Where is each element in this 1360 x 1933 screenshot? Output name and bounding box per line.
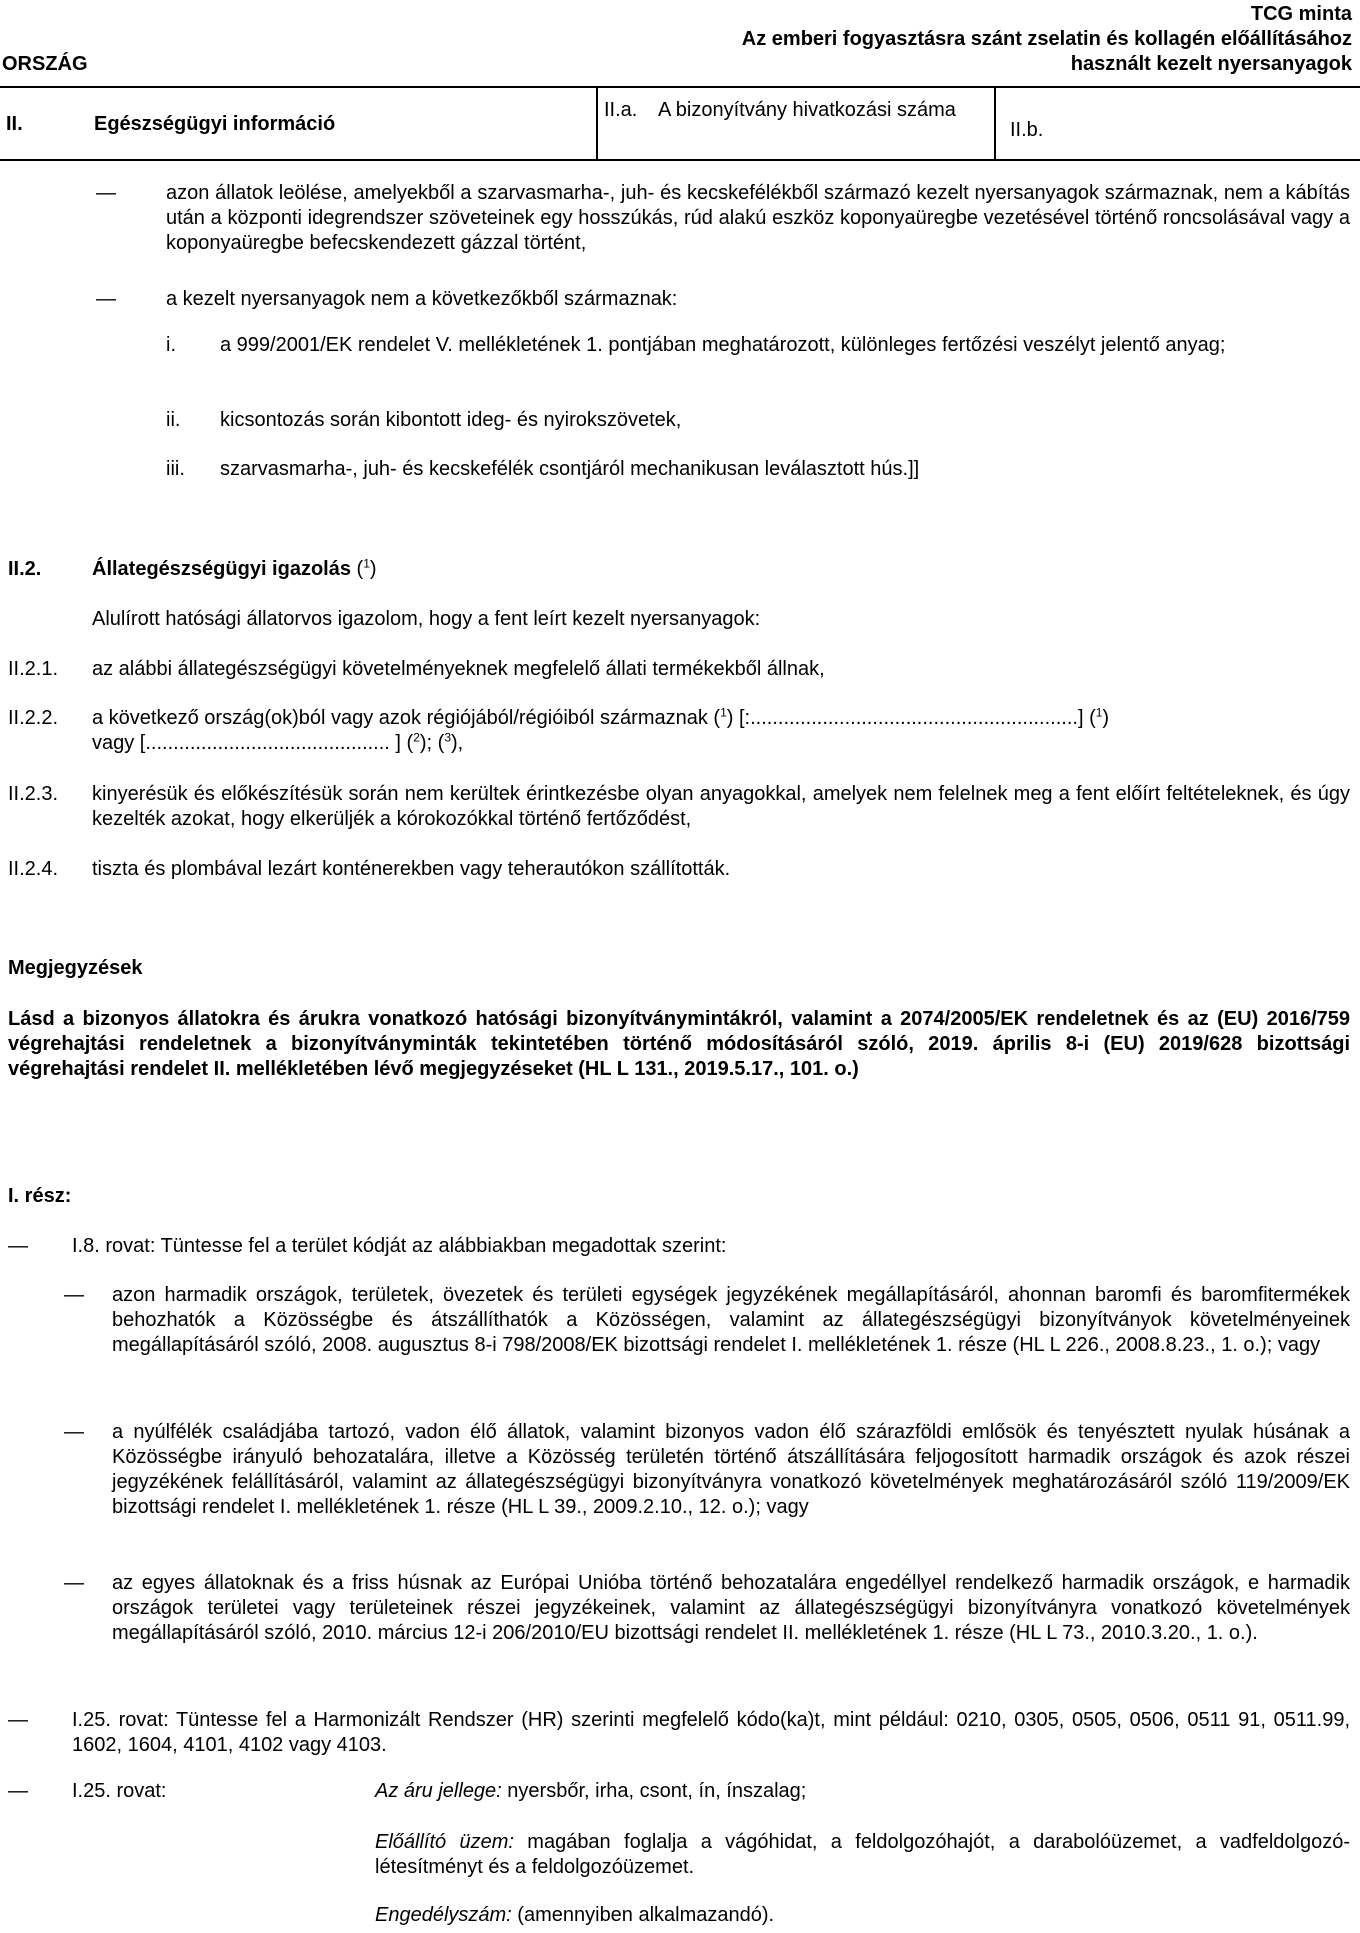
reference-cell — [596, 88, 994, 161]
sub-item-number: ii. — [166, 409, 181, 431]
ii2-intro: Alulírott hatósági állatorvos igazolom, hogy a fent leírt kezelt nyersanyagok: — [92, 608, 761, 630]
dash-marker: — — [8, 1780, 28, 1802]
note-i25-hs-codes: I.25. rovat: Tüntesse fel a Harmonizált Rendszer (HR) szerinti megfelelő kódo(ka)t, mint például: 0210, 0305, 0505, 0506, 0511 91, 0511.99, 1602, 1604, 4101, 4102 vagy 4103. — [72, 1709, 1350, 1756]
abattoir-condition: azon állatok leölése, amelyekből a szarvasmarha-, juh- és kecskefélékből származó kezelt nyersanyagok származnak, nem a kábítás után a központi idegrendszer szöveteinek egy hosszúkás, rúd alakú eszköz koponyaüregbe vezetésével történő roncsolásával vagy a koponyaüregbe befecskendezett gázzal történt, — [166, 182, 1350, 254]
item-number: II.2.3. — [8, 783, 59, 805]
dash-marker: — — [64, 1421, 84, 1443]
item-text-line: a következő ország(ok)ból vagy azok régiójából/régióiból származnak ($^1$) [:...........................................................] ($^1$) — [92, 705, 1110, 729]
item-number: II.2.4. — [8, 858, 59, 880]
reference-label: A bizonyítvány hivatkozási száma — [658, 99, 956, 121]
note-i25-label: I.25. rovat: — [72, 1780, 167, 1802]
dash-marker: — — [96, 288, 116, 310]
item-number: II.2.2. — [8, 707, 59, 729]
part-i-heading: I. rész: — [8, 1185, 72, 1207]
note-i25-item: Előállító üzem: magában foglalja a vágóhidat, a feldolgozóhajót, a darabolóüzemet, a vadfeldolgozó-létesítményt és a feldolgozóüzemet. — [375, 1831, 1351, 1878]
iib-label: II.b. — [1010, 119, 1044, 141]
header-country: ORSZÁG — [2, 53, 88, 75]
header-title — [742, 2, 1352, 77]
dash-marker: — — [64, 1572, 84, 1594]
note-i25-item: Az áru jellege: nyersbőr, irha, csont, ín, ínszalag; — [375, 1780, 807, 1802]
notes-heading: Megjegyzések — [8, 957, 143, 979]
header-title-line3: használt kezelt nyersanyagok — [1070, 53, 1352, 75]
dash-marker: — — [8, 1709, 28, 1731]
note-i8-sub: azon harmadik országok, területek, övezetek és területi egységek jegyzékének megállapításáról, ahonnan baromfi és baromfitermékek behozhatók a Közösségbe és átszállíthatók a Közösségen, valamint az állategészségügyi bizonyítványok követelményeinek megállapításáról szóló, 2008. augusztus 8-i 798/2008/EK bizottsági rendelet I. mellékletének 1. része (HL L 226., 2008.8.23., 1. o.); vagy — [112, 1284, 1350, 1356]
item-text-line: vagy [............................................ ] ($^2$); ($^3$), — [92, 730, 464, 754]
item-text — [92, 706, 1350, 756]
item-number: II.2.1. — [8, 658, 59, 680]
note-i8-sub: az egyes állatoknak és a friss húsnak az Európai Unióba történő behozatalára engedéllyel rendelkező harmadik országok, e harmadik országok területei vagy területeinek részei jegyzékeinek, valamint az állategészségügyi bizonyítványra vonatkozó követelmények megállapításáról szóló, 2010. március 12-i 206/2010/EU bizottsági rendelet II. mellékletének 1. része (HL L 73., 2010.3.20., 1. o.). — [112, 1572, 1350, 1644]
reference-number: II.a. — [604, 99, 638, 121]
section-ii2-title: Állategészségügyi igazolás ($^1$) — [92, 556, 377, 580]
sub-item-text: kicsontozás során kibontott ideg- és nyirokszövetek, — [220, 409, 682, 431]
section-number: II. — [6, 113, 23, 135]
item-text: kinyerésük és előkészítésük során nem kerültek érintkezésbe olyan anyagokkal, amelyek nem felelnek meg a fent előírt feltételeknek, és úgy kezelték azokat, hogy elkerüljék a kórokozókkal történő fertőződést, — [92, 783, 1350, 830]
section-title: Egészségügyi információ — [94, 113, 336, 135]
sub-item-number: iii. — [166, 458, 185, 480]
origin-condition: a kezelt nyersanyagok nem a következőkből származnak: — [166, 288, 678, 310]
sub-item-number: i. — [166, 334, 176, 356]
section-header-table — [0, 86, 1360, 161]
section-ii2-number: II.2. — [8, 558, 42, 580]
dash-marker: — — [8, 1235, 28, 1257]
note-i25-item: Engedélyszám: (amennyiben alkalmazandó). — [375, 1904, 775, 1926]
item-text: tiszta és plombával lezárt konténerekben vagy teherautókon szállították. — [92, 858, 731, 880]
dash-marker: — — [96, 182, 116, 204]
iib-cell — [994, 88, 1360, 161]
item-text: az alábbi állategészségügyi követelményeknek megfelelő állati termékekből állnak, — [92, 658, 825, 680]
sub-item-text: szarvasmarha-, juh- és kecskefélék csontjáról mechanikusan leválasztott hús.]] — [220, 458, 920, 480]
header-title-line2: Az emberi fogyasztásra szánt zselatin és kollagén előállításához — [741, 28, 1352, 50]
note-i8-sub: a nyúlfélék családjába tartozó, vadon élő állatok, valamint bizonyos vadon élő szárazföldi emlősök és tenyésztett nyulak húsának a Közösségbe irányuló behozatalára, illetve a Közösség területén történő átszállítására feljogosított harmadik országok és azok részei jegyzékének felállításáról, valamint az állategészségügyi bizonyítványra vonatkozó követelmények meghatározásáról szóló 119/2009/EK bizottsági rendelet I. mellékletének 1. része (HL L 39., 2009.2.10., 12. o.); vagy — [112, 1421, 1350, 1518]
note-i8: I.8. rovat: Tüntesse fel a terület kódját az alábbiakban megadottak szerint: — [72, 1235, 727, 1257]
header-title-line1: TCG minta — [1250, 3, 1352, 25]
dash-marker: — — [64, 1284, 84, 1306]
notes-reference: Lásd a bizonyos állatokra és árukra vonatkozó hatósági bizonyítványmintákról, valamint a 2074/2005/EK rendeletnek és az (EU) 2016/759 végrehajtási rendeletnek a bizonyítványminták tekintetében történő módosításáról szóló, 2019. április 8-i (EU) 2019/628 bizottsági végrehajtási rendelet II. mellékletében lévő megjegyzéseket (HL L 131., 2019.5.17., 101. o.) — [8, 1008, 1350, 1080]
sub-item-text: a 999/2001/EK rendelet V. mellékletének 1. pontjában meghatározott, különleges fertőzési veszélyt jelentő anyag; — [220, 334, 1226, 356]
